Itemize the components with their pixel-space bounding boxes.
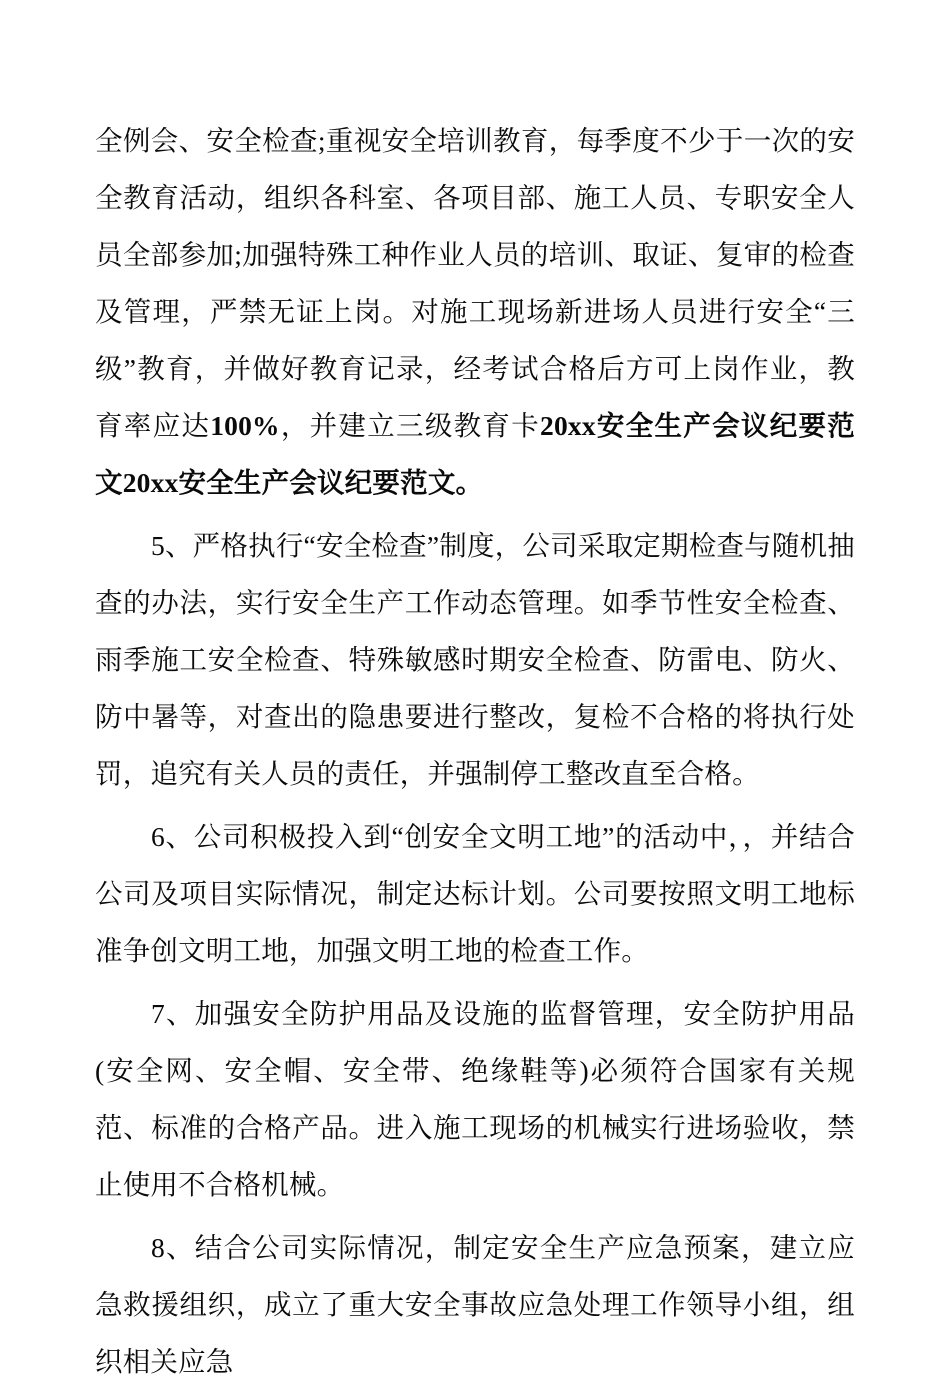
text-run: 7、加强安全防护用品及设施的监督管理，安全防护用品(安全网、安全帽、安全带、绝缘鞋等)必须符合国家有关规范、标准的合格产品。进入施工现场的机械实行进场验收，禁止使用不合格机械。 (95, 998, 855, 1200)
text-run: 20xx (540, 410, 596, 441)
document-body (95, 112, 855, 1390)
para-point-8 (95, 1219, 855, 1390)
text-run: 8、结合公司实际情况，制定安全生产应急预案，建立应急救援组织，成立了重大安全事故应急处理工作领导小组，组织相关应急 (95, 1232, 855, 1377)
text-run: 全例会、安全检查;重视安全培训教育，每季度不少于一次的安全教育活动，组织各科室、各项目部、施工人员、专职安全人员全部参加;加强特殊工种作业人员的培训、取证、复审的检查及管理，严禁无证上岗。对施工现场新进场人员进行安全“三级”教育，并做好教育记录，经考试合格后方可上岗作业，教育率应达 (95, 125, 855, 441)
text-run: 20xx (122, 467, 179, 498)
text-run: 5、严格执行“安全检查”制度，公司采取定期检查与随机抽查的办法，实行安全生产工作动态管理。如季节性安全检查、雨季施工安全检查、特殊敏感时期安全检查、防雷电、防火、防中暑等，对查出的隐患要进行整改，复检不合格的将执行处罚，追究有关人员的责任，并强制停工整改直至合格。 (95, 530, 855, 789)
text-run: 安全生产会议纪要范文 (95, 410, 855, 498)
para-continued-point4 (95, 112, 855, 511)
text-run: 6、公司积极投入到“创安全文明工地”的活动中，，并结合公司及项目实际情况，制定达标计划。公司要按照文明工地标准争创文明工地，加强文明工地的检查工作。 (95, 821, 855, 966)
para-point-7 (95, 985, 855, 1213)
text-run: 100% (210, 410, 280, 441)
text-run: 安全生产会议纪要范文。 (178, 467, 484, 498)
para-point-6 (95, 808, 855, 979)
para-point-5 (95, 517, 855, 802)
text-run: ，并建立三级教育卡 (279, 410, 541, 441)
